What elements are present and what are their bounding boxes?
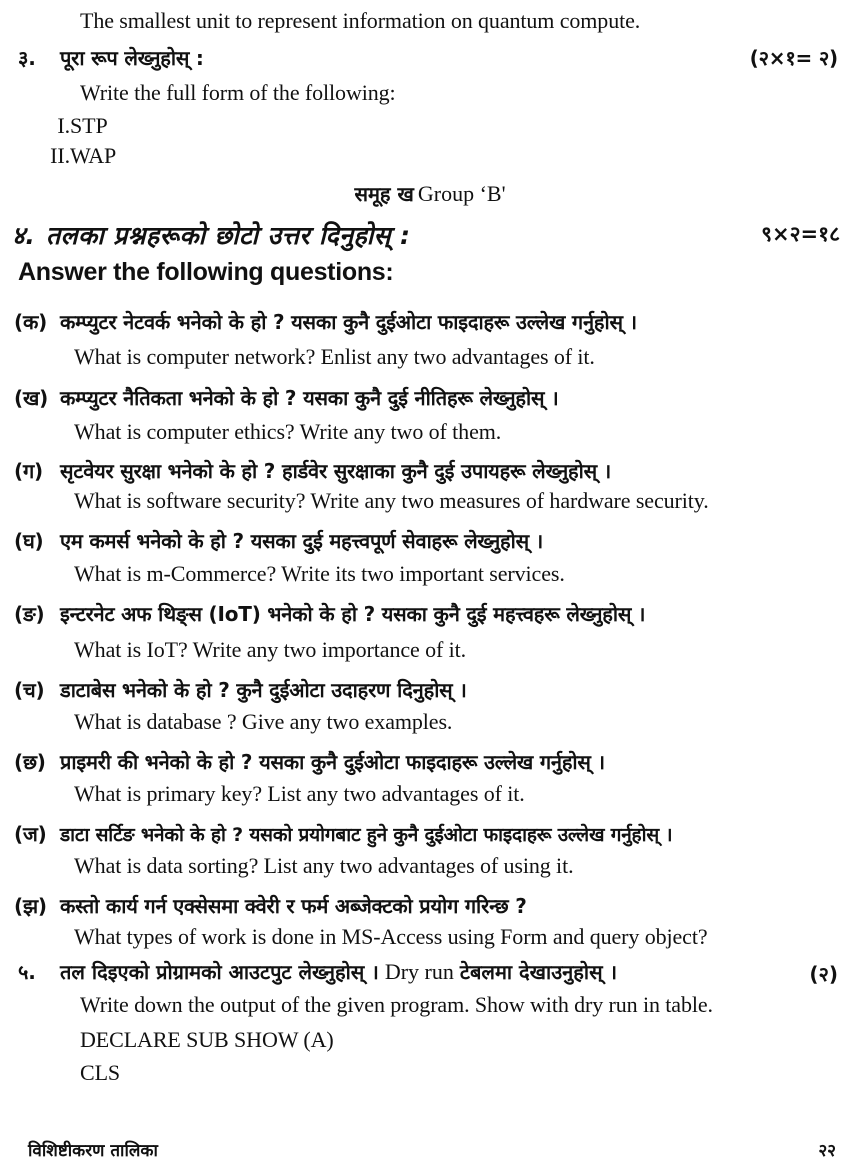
question-4-item-ja (0, 820, 860, 847)
question-4-item-ga (0, 457, 860, 484)
program-code-line-2 (80, 1060, 860, 1086)
question-3-marks: (२×१= २) (749, 46, 838, 70)
question-4-item-jha (0, 892, 860, 919)
question-4-item-ja-marker: (ज) (14, 822, 47, 846)
question-4-item-ka-nepali: कम्प्युटर नेटवर्क भनेको के हो ? यसका कुनै दुईओटा फाइदाहरू उल्लेख गर्नुहोस् । (60, 310, 637, 334)
question-3-item-1-marker: I. (57, 113, 70, 138)
question-4-item-ka (0, 308, 860, 335)
footer-label: विशिष्टीकरण तालिका (28, 1141, 158, 1161)
question-4-item-ga-marker: (ग) (14, 459, 43, 483)
footer-page-number: २२ (818, 1141, 836, 1161)
question-4-nepali-text: तलका प्रश्नहरूको छोटो उत्तर दिनुहोस् : (46, 221, 411, 250)
question-4-item-ga-english-row (0, 488, 860, 514)
question-4-item-gha-english-row (0, 561, 860, 587)
question-5-english-text: Write down the output of the given program. Show with dry run in table. (80, 992, 713, 1017)
question-4-item-ga-english: What is software security? Write any two measures of hardware security. (74, 488, 709, 513)
intro-continuation-line (80, 8, 860, 34)
question-4-item-chha-english: What is primary key? List any two advantages of it. (74, 781, 525, 806)
question-5-english-row (80, 992, 860, 1018)
question-4-item-ja-english: What is data sorting? List any two advantages of using it. (74, 853, 574, 878)
question-4-item-jha-nepali: कस्तो कार्य गर्न एक्सेसमा क्वेरी र फर्म अब्जेक्टको प्रयोग गरिन्छ ? (60, 894, 527, 918)
group-b-heading-nepali: समूह ख (354, 182, 414, 206)
question-4-item-nga-nepali: इन्टरनेट अफ थिङ्स (IoT) भनेको के हो ? यसका कुनै दुई महत्त्वहरू लेख्नुहोस् । (60, 602, 646, 626)
question-4-item-chha-nepali: प्राइमरी की भनेको के हो ? यसका कुनै दुईओटा फाइदाहरू उल्लेख गर्नुहोस् । (60, 750, 605, 774)
question-4-item-chha-english-row (0, 781, 860, 807)
question-4-item-jha-english: What types of work is done in MS-Access using Form and query object? (74, 924, 708, 949)
question-4-item-kha (0, 384, 860, 411)
question-4-item-gha-marker: (घ) (14, 529, 44, 553)
question-5-nepali-part-1: तल दिइएको प्रोग्रामको आउटपुट लेख्नुहोस् । (60, 960, 379, 984)
program-code-line-1 (80, 1027, 860, 1053)
question-4-item-gha-nepali: एम कमर्स भनेको के हो ? यसका दुई महत्त्वपूर्ण सेवाहरू लेख्नुहोस् । (60, 529, 544, 553)
question-4-item-ga-nepali: सृटवेयर सुरक्षा भनेको के हो ? हार्डवेर सुरक्षाका कुनै दुई उपायहरू लेख्नुहोस् । (60, 459, 612, 483)
question-4-item-ka-english: What is computer network? Enlist any two advantages of it. (74, 344, 595, 369)
question-4-item-nga-english: What is IoT? Write any two importance of it. (74, 637, 467, 662)
question-3-nepali-text: पूरा रूप लेख्नुहोस् : (60, 46, 204, 70)
question-4-item-ka-marker: (क) (14, 310, 48, 334)
question-4-number: ४. (12, 221, 36, 250)
program-code-line-2-text: CLS (80, 1060, 121, 1085)
program-code-line-1-text: DECLARE SUB SHOW (A) (80, 1027, 334, 1052)
question-4-item-ka-english-row (0, 344, 860, 370)
question-5-number: ५. (18, 960, 36, 984)
question-4-item-jha-marker: (झ) (14, 894, 47, 918)
question-4-item-nga (0, 600, 860, 627)
question-5-english-inline: Dry run (384, 959, 454, 984)
question-3-english-row (80, 80, 860, 106)
question-3-item-1-text: STP (70, 113, 108, 138)
question-4-item-cha-nepali: डाटाबेस भनेको के हो ? कुनै दुईओटा उदाहरण दिनुहोस् । (60, 678, 467, 702)
question-4-item-nga-marker: (ङ) (14, 602, 45, 626)
question-4-item-chha-marker: (छ) (14, 750, 46, 774)
question-4-item-kha-marker: (ख) (14, 386, 49, 410)
intro-continuation-text: The smallest unit to represent information on quantum compute. (80, 8, 641, 33)
answer-the-following-heading: Answer the following questions: (18, 258, 394, 286)
question-3-item-2 (0, 143, 860, 169)
question-4-item-gha-english: What is m-Commerce? Write its two important services. (74, 561, 565, 586)
question-4-item-kha-english-row (0, 419, 860, 445)
question-5-heading-row (0, 958, 860, 985)
question-3-item-2-text: WAP (70, 143, 117, 168)
question-5-nepali-part-2: टेबलमा देखाउनुहोस् । (459, 960, 618, 984)
question-4-item-cha-english: What is database ? Give any two examples. (74, 709, 453, 734)
question-3-item-2-marker: II. (50, 143, 70, 168)
question-4-item-cha-marker: (च) (14, 678, 45, 702)
group-b-heading (0, 180, 860, 207)
question-4-item-cha-english-row (0, 709, 860, 735)
question-4-item-ja-english-row (0, 853, 860, 879)
question-5-marks: (२) (809, 962, 838, 986)
question-3-english-text: Write the full form of the following: (80, 80, 396, 105)
question-4-item-ja-nepali: डाटा सर्टिङ भनेको के हो ? यसको प्रयोगबाट हुने कुनै दुईओटा फाइदाहरू उल्लेख गर्नुहोस् । (60, 824, 673, 846)
question-4-item-chha (0, 748, 860, 775)
question-4-item-gha (0, 527, 860, 554)
question-3-heading-row (0, 44, 860, 71)
group-b-heading-english: Group ‘B' (417, 181, 506, 206)
question-4-item-jha-english-row (0, 924, 860, 950)
question-4-item-kha-english: What is computer ethics? Write any two of them. (74, 419, 502, 444)
question-3-item-1 (0, 113, 860, 139)
question-4-item-cha (0, 676, 860, 703)
question-3-number: ३. (18, 46, 36, 70)
question-4-marks: ९×२=१८ (761, 222, 840, 246)
question-4-item-nga-english-row (0, 637, 860, 663)
question-4-heading-row (0, 218, 860, 252)
question-4-item-kha-nepali: कम्प्युटर नैतिकता भनेको के हो ? यसका कुनै दुई नीतिहरू लेख्नुहोस् । (60, 386, 559, 410)
